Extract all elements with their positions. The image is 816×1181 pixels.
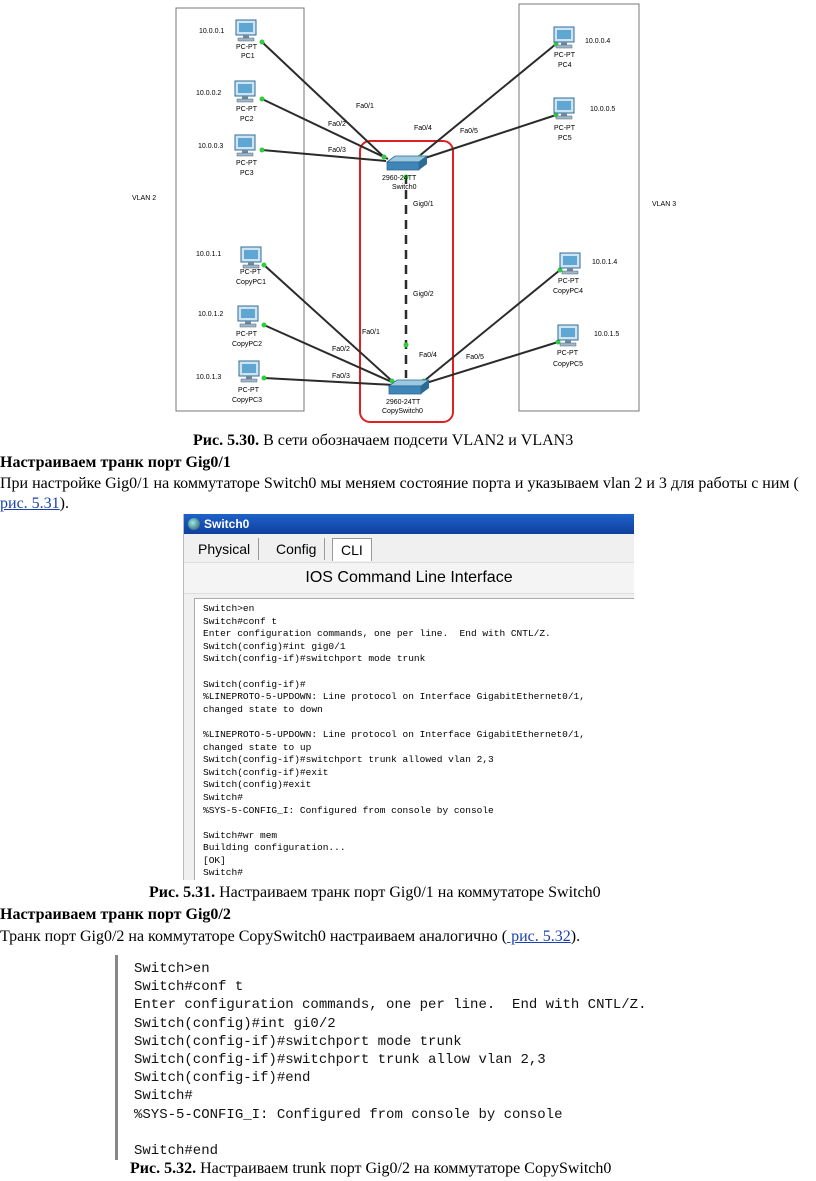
port-label: Fa0/5: [460, 128, 478, 135]
svg-text:PC-PT: PC-PT: [558, 278, 579, 285]
svg-text:PC-PT: PC-PT: [236, 331, 257, 338]
section-heading-gig02: Настраиваем транк порт Gig0/2: [0, 906, 231, 923]
console-line: %LINEPROTO-5-UPDOWN: Line protocol on Interface GigabitEthernet0/1,: [203, 691, 585, 703]
section-paragraph-gig02: [0, 927, 816, 947]
cli-console[interactable]: [194, 598, 634, 880]
svg-text:CopyPC5: CopyPC5: [553, 361, 583, 368]
console-line: %SYS-5-CONFIG_I: Configured from console by console: [203, 804, 494, 816]
svg-text:10.0.1.5: 10.0.1.5: [594, 331, 620, 338]
port-label: Fa0/2: [328, 121, 346, 128]
pc-node-pc2: [196, 81, 258, 123]
svg-text:PC1: PC1: [241, 53, 255, 60]
figure-caption-text: Настраиваем транк порт Gig0/1 на коммутаторе Switch0: [215, 884, 601, 901]
pc-node-copypc1: [196, 247, 266, 286]
svg-text:10.0.1.1: 10.0.1.1: [196, 251, 222, 258]
vlan2-box: [176, 8, 304, 411]
svg-text:CopyPC3: CopyPC3: [232, 397, 262, 404]
port-label: Fa0/4: [419, 352, 437, 359]
console-line: changed state to up: [203, 741, 312, 753]
switch0-icon: [387, 156, 427, 170]
svg-text:PC5: PC5: [558, 135, 572, 142]
vlan3-label: VLAN 3: [652, 201, 677, 208]
cli-window: [183, 514, 634, 880]
trunk-port-top: Gig0/1: [413, 201, 434, 208]
switch0-name: Switch0: [392, 184, 417, 191]
section-paragraph-gig01: [0, 474, 816, 514]
console-line: Switch(config-if)#switchport mode trunk: [203, 653, 426, 665]
links-bottom: [264, 265, 560, 385]
console-line: Switch(config-if)#switchport mode trunk: [134, 1033, 462, 1050]
svg-text:CopyPC1: CopyPC1: [236, 279, 266, 286]
vlan3-box: [519, 4, 639, 411]
console-line: Switch>en: [203, 603, 255, 614]
console-line: %SYS-5-CONFIG_I: Configured from console by console: [134, 1106, 563, 1123]
console-line: Switch(config)#int gi0/2: [134, 1015, 336, 1032]
copyswitch0-model: 2960-24TT: [386, 399, 421, 406]
console-line: %LINEPROTO-5-UPDOWN: Line protocol on Interface GigabitEthernet0/1,: [203, 728, 585, 740]
svg-text:PC-PT: PC-PT: [236, 160, 257, 167]
port-label: Fa0/3: [332, 373, 350, 380]
svg-text:PC-PT: PC-PT: [236, 44, 257, 51]
switch0-model: 2960-24TT: [382, 175, 417, 182]
figure-label: Рис. 5.30.: [193, 432, 260, 449]
svg-text:PC4: PC4: [558, 62, 572, 69]
pc-node-copypc3: [196, 361, 262, 404]
window-title: Switch0: [204, 517, 250, 531]
svg-text:PC-PT: PC-PT: [238, 387, 259, 394]
console-line: Enter configuration commands, one per line. End with CNTL/Z.: [134, 997, 647, 1014]
paragraph-text-end: ).: [570, 928, 581, 945]
paragraph-text: При настройке Gig0/1 на коммутаторе Switch0 мы меняем состояние порта и указываем vlan 2 и 3 для работы с ним (: [0, 475, 799, 492]
svg-text:PC3: PC3: [240, 170, 254, 177]
network-diagram: [0, 0, 816, 430]
console-line: Switch(config)#int gig0/1: [203, 640, 346, 652]
console-line: Switch#: [134, 1088, 193, 1105]
port-label: Fa0/3: [328, 147, 346, 154]
svg-text:CopyPC4: CopyPC4: [553, 288, 583, 295]
console-line: Switch#: [203, 791, 243, 803]
svg-text:10.0.0.5: 10.0.0.5: [590, 106, 616, 113]
trunk-port-bottom: Gig0/2: [413, 291, 434, 298]
port-label: Fa0/4: [414, 125, 432, 132]
section-heading-gig01: Настраиваем транк порт Gig0/1: [0, 454, 231, 471]
console-line: Switch#wr mem: [203, 829, 278, 841]
figure-caption-text: В сети обозначаем подсети VLAN2 и VLAN3: [259, 432, 574, 449]
console-line: Enter configuration commands, one per line. End with CNTL/Z.: [203, 628, 551, 640]
console-line: Switch#conf t: [134, 979, 244, 996]
pc-node-pc4: [554, 27, 610, 69]
console-line: Switch(config-if)#: [203, 678, 306, 690]
figure-caption-5-31: [149, 884, 601, 902]
tab-bar: [184, 534, 634, 562]
figure-link-5-31[interactable]: рис. 5.31: [0, 495, 60, 512]
console-line: Switch#: [203, 867, 243, 879]
figure-label: Рис. 5.31.: [149, 884, 216, 901]
svg-text:PC-PT: PC-PT: [554, 52, 575, 59]
vlan2-label: VLAN 2: [132, 195, 157, 202]
ios-header: IOS Command Line Interface: [184, 562, 634, 594]
console-line: Building configuration...: [203, 842, 346, 854]
svg-text:10.0.0.1: 10.0.0.1: [199, 28, 225, 35]
svg-text:10.0.0.2: 10.0.0.2: [196, 90, 222, 97]
tab-config[interactable]: Config: [268, 538, 325, 560]
figure-caption-5-32: [130, 1160, 611, 1178]
svg-text:PC-PT: PC-PT: [554, 125, 575, 132]
console-snippet: [115, 955, 647, 1160]
pc-node-copypc2: [198, 306, 262, 348]
console-line: Switch(config-if)#end: [134, 1070, 311, 1087]
figure-link-5-32[interactable]: рис. 5.32: [507, 928, 571, 945]
console-line: [OK]: [203, 854, 226, 866]
svg-text:10.0.0.4: 10.0.0.4: [585, 38, 611, 45]
svg-text:CopyPC2: CopyPC2: [232, 341, 262, 348]
tab-cli[interactable]: CLI: [332, 538, 372, 561]
pc-node-pc3: [198, 135, 258, 177]
console-line: Switch(config-if)#switchport trunk allow vlan 2,3: [134, 1051, 546, 1068]
svg-text:10.0.1.3: 10.0.1.3: [196, 374, 222, 381]
console-line: [134, 1124, 608, 1142]
console-line: Switch(config)#exit: [203, 779, 312, 791]
svg-text:10.0.0.3: 10.0.0.3: [198, 143, 224, 150]
console-line: [203, 817, 634, 830]
console-line: Switch(config-if)#exit: [203, 766, 329, 778]
copyswitch0-icon: [389, 380, 429, 394]
console-line: changed state to down: [203, 703, 323, 715]
tab-physical[interactable]: Physical: [190, 538, 259, 560]
console-line: Switch#conf t: [203, 615, 278, 627]
figure-caption-text: Настраиваем trunk порт Gig0/2 на коммутаторе CopySwitch0: [196, 1160, 612, 1177]
packet-tracer-icon: [188, 518, 200, 530]
svg-text:PC-PT: PC-PT: [557, 350, 578, 357]
links-top: [262, 42, 556, 161]
console-line: [203, 666, 634, 679]
console-line: Switch#end: [134, 1142, 219, 1159]
svg-text:PC-PT: PC-PT: [240, 269, 261, 276]
pc-node-pc5: [554, 98, 615, 142]
pc-node-pc1: [199, 20, 258, 60]
svg-text:10.0.1.2: 10.0.1.2: [198, 311, 224, 318]
console-line: [203, 716, 634, 729]
copyswitch0-name: CopySwitch0: [382, 408, 423, 415]
paragraph-text: Транк порт Gig0/2 на коммутаторе CopySwitch0 настраиваем аналогично (: [0, 928, 508, 945]
pc-node-copypc5: [553, 325, 619, 368]
svg-text:10.0.1.4: 10.0.1.4: [592, 259, 618, 266]
figure-caption-5-30: [193, 432, 573, 450]
console-line: Switch(config-if)#switchport trunk allowed vlan 2,3: [203, 754, 494, 766]
console-line: Switch>en: [134, 961, 210, 977]
figure-label: Рис. 5.32.: [130, 1160, 197, 1177]
window-titlebar: [184, 514, 634, 534]
port-label: Fa0/2: [332, 346, 350, 353]
port-label: Fa0/5: [466, 354, 484, 361]
svg-text:PC-PT: PC-PT: [236, 106, 257, 113]
port-label: Fa0/1: [362, 329, 380, 336]
svg-text:PC2: PC2: [240, 116, 254, 123]
paragraph-text-end: ).: [59, 495, 69, 512]
port-label: Fa0/1: [356, 103, 374, 110]
pc-node-copypc4: [553, 253, 617, 295]
